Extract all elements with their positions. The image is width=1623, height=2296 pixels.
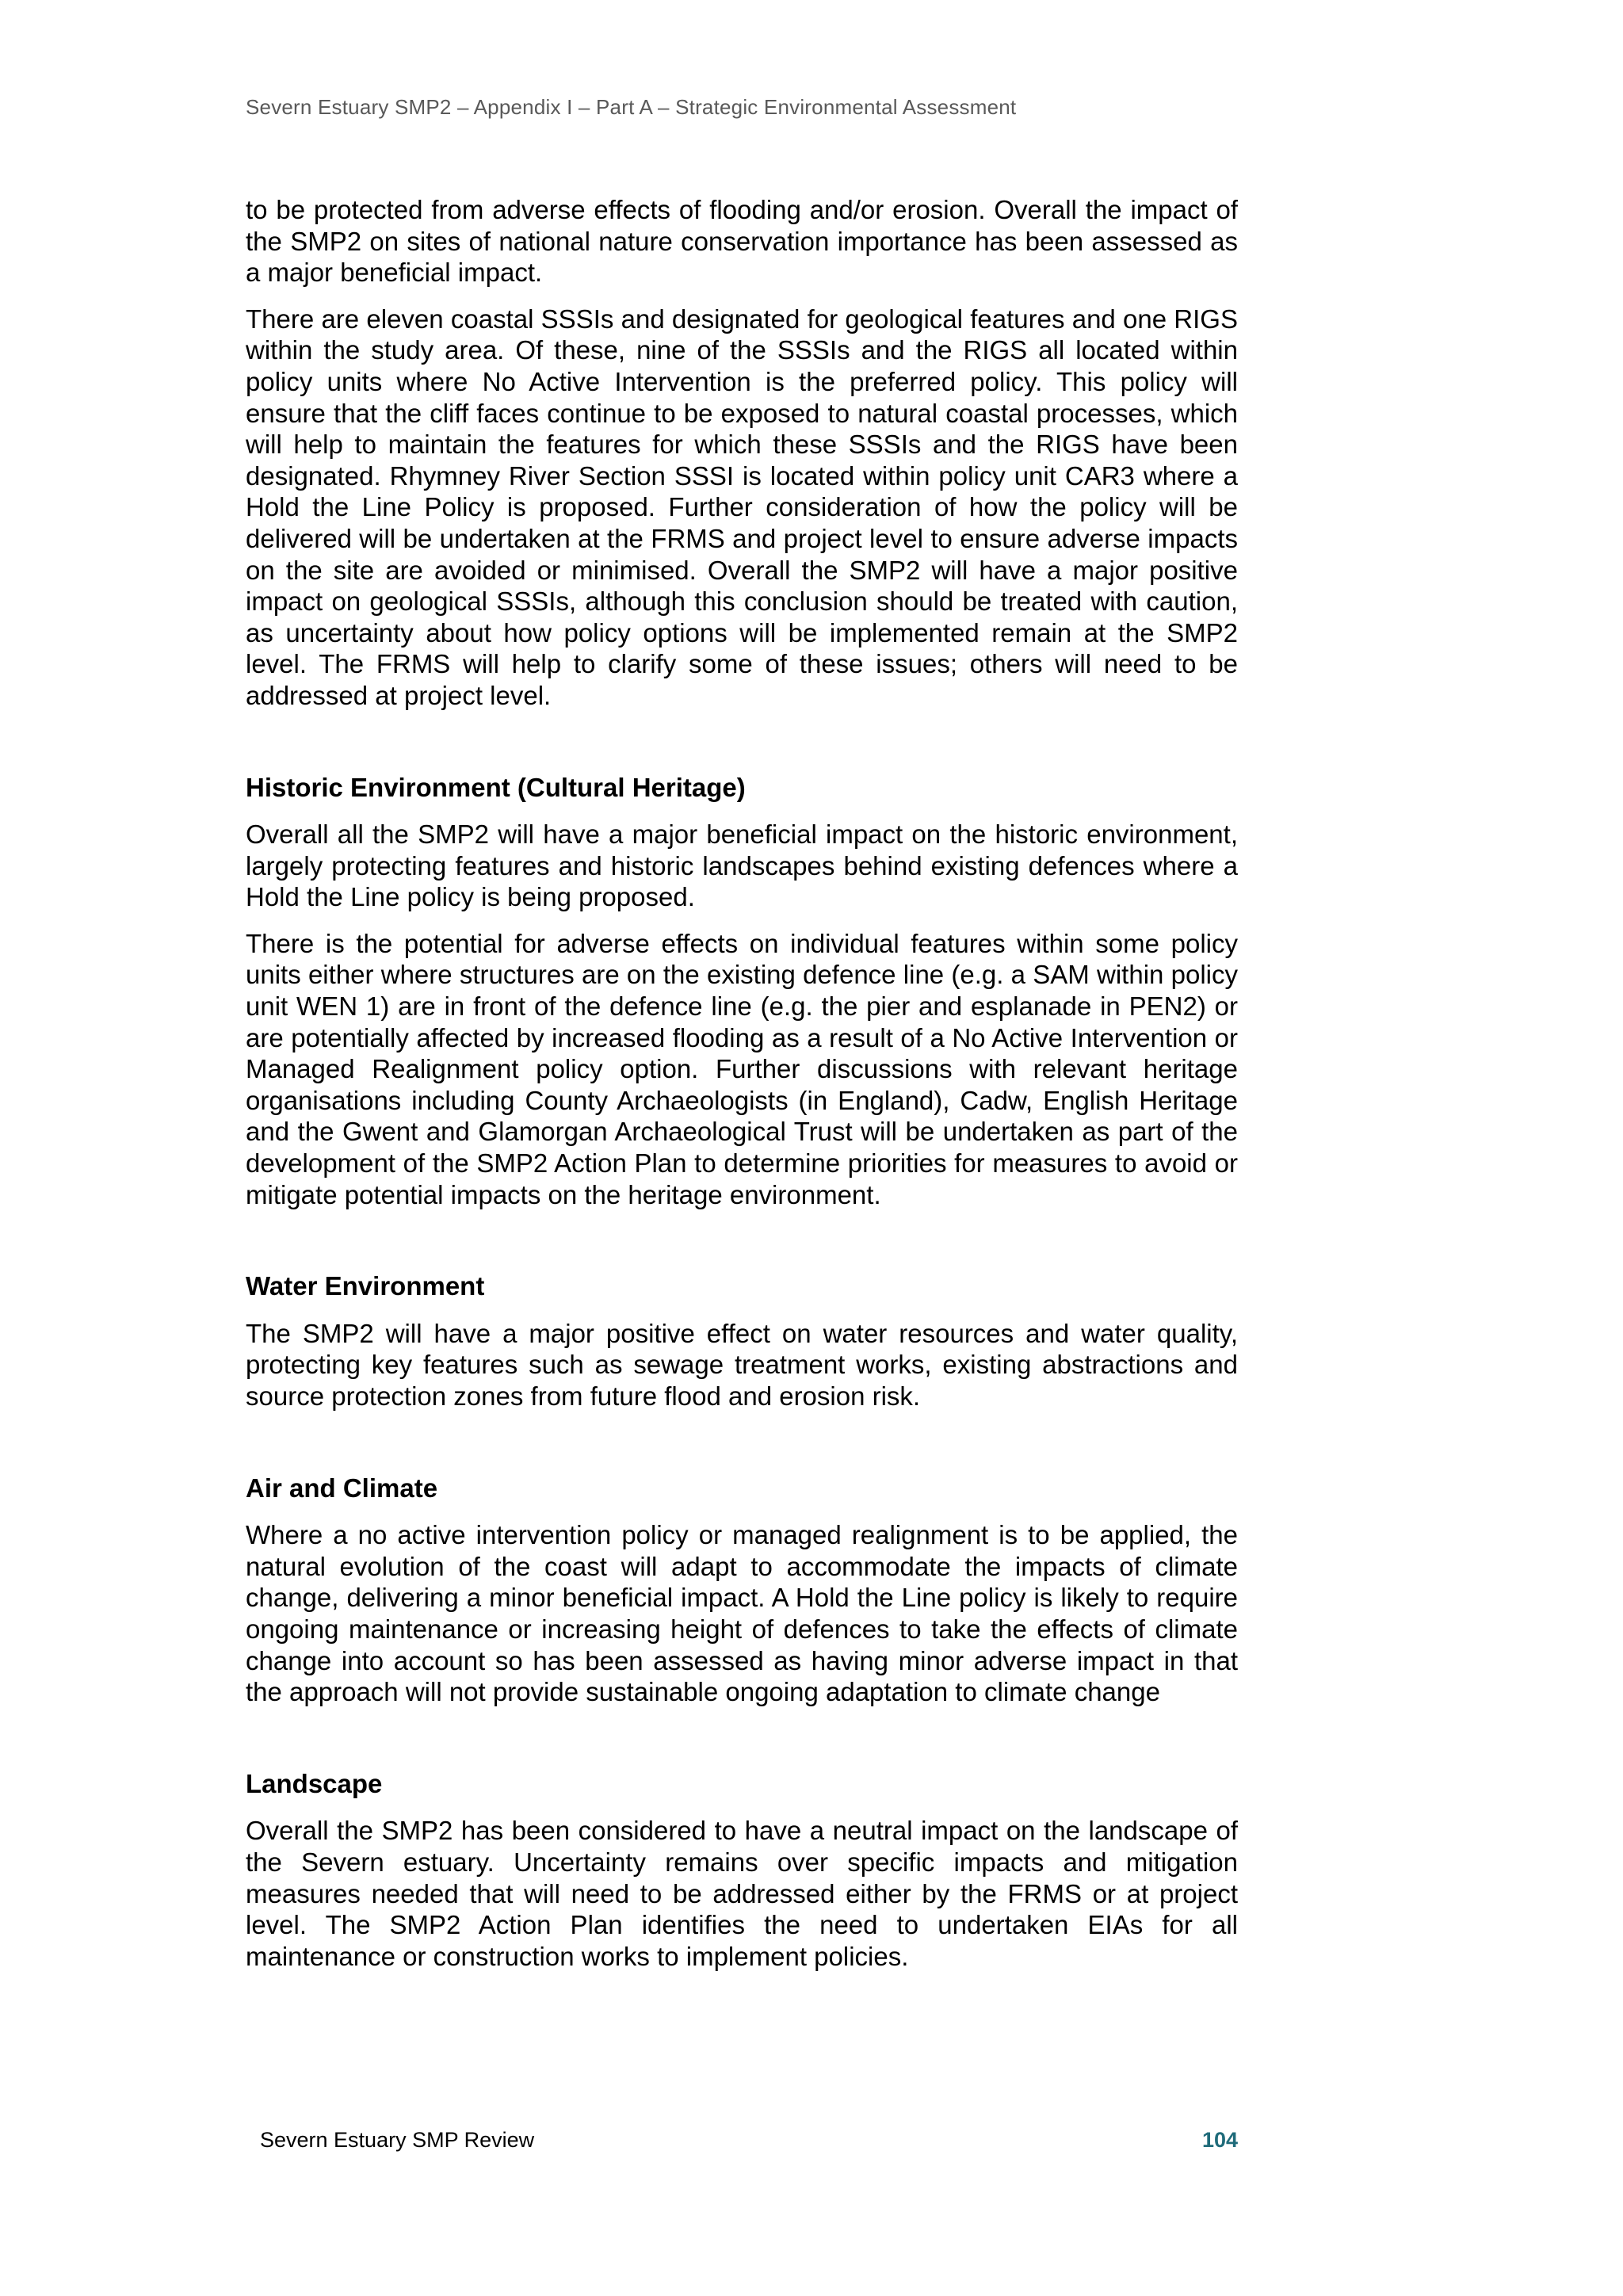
air-paragraph-1: Where a no active intervention policy or managed realignment is to be applied, the natural evolution of the coast will adapt to accommodate the impacts of climate change, delivering a minor beneficial impact. A Hold the Line policy is likely to require ongoing maintenance or increasing height of defences to take the effects of climate change into account so has been assessed as having minor adverse impact in that the approach will not provide sustainable ongoing adaptation to climate change <box>246 1520 1238 1707</box>
section-landscape <box>246 1768 1238 1973</box>
body-content <box>246 194 1238 1987</box>
page-number: 104 <box>1201 2128 1238 2152</box>
intro-paragraph-1: to be protected from adverse effects of flooding and/or erosion. Overall the impact of the SMP2 on sites of national nature conservation importance has been assessed as a major beneficial impact. <box>246 195 1238 288</box>
section-historic-environment <box>246 772 1238 1211</box>
section-air-climate <box>246 1473 1238 1708</box>
section-heading-landscape: Landscape <box>246 1768 383 1798</box>
section-heading-air-climate: Air and Climate <box>246 1473 438 1503</box>
section-heading-water: Water Environment <box>246 1271 485 1301</box>
historic-paragraph-2: There is the potential for adverse effects on individual features within some policy units either where structures are on the existing defence line (e.g. a SAM within policy unit WEN 1) are in front of the defence line (e.g. the pier and esplanade in PEN2) or are potentially affected by increased flooding as a result of a No Active Intervention or Managed Realignment policy option. Further discussions with relevant heritage organisations including County Archaeologists (in England), Cadw, English Heritage and the Gwent and Glamorgan Archaeological Trust will be undertaken as part of the development of the SMP2 Action Plan to determine priorities for measures to avoid or mitigate potential impacts on the heritage environment. <box>246 928 1238 1209</box>
running-header: Severn Estuary SMP2 – Appendix I – Part A – Strategic Environmental Assessment <box>246 95 1017 119</box>
section-water-environment <box>246 1270 1238 1412</box>
historic-paragraph-1: Overall all the SMP2 will have a major beneficial impact on the historic environment, largely protecting features and historic landscapes behind existing defences where a Hold the Line policy is being proposed. <box>246 819 1238 912</box>
running-footer: Severn Estuary SMP Review <box>260 2128 535 2152</box>
landscape-paragraph-1: Overall the SMP2 has been considered to have a neutral impact on the landscape of the Severn estuary. Uncertainty remains over specific impacts and mitigation measures needed that will need to be addressed either by the FRMS or at project level. The SMP2 Action Plan identifies the need to undertaken EIAs for all maintenance or construction works to implement policies. <box>246 1816 1238 1971</box>
section-heading-historic: Historic Environment (Cultural Heritage) <box>246 772 746 802</box>
intro-paragraph-2: There are eleven coastal SSSIs and designated for geological features and one RIGS within the study area. Of these, nine of the SSSIs and the RIGS all located within policy units where No Active Intervention is the preferred policy. This policy will ensure that the cliff faces continue to be exposed to natural coastal processes, which will help to maintain the features for which these SSSIs and the RIGS have been designated. Rhymney River Section SSSI is located within policy unit CAR3 where a Hold the Line Policy is proposed. Further consideration of how the policy will be delivered will be undertaken at the FRMS and project level to ensure adverse impacts on the site are avoided or minimised. Overall the SMP2 will have a major positive impact on geological SSSIs, although this conclusion should be treated with caution, as uncertainty about how policy options will be implemented remain at the SMP2 level. The FRMS will help to clarify some of these issues; others will need to be addressed at project level. <box>246 304 1238 710</box>
water-paragraph-1: The SMP2 will have a major positive effect on water resources and water quality, protecting key features such as sewage treatment works, existing abstractions and source protection zones from future flood and erosion risk. <box>246 1318 1238 1411</box>
